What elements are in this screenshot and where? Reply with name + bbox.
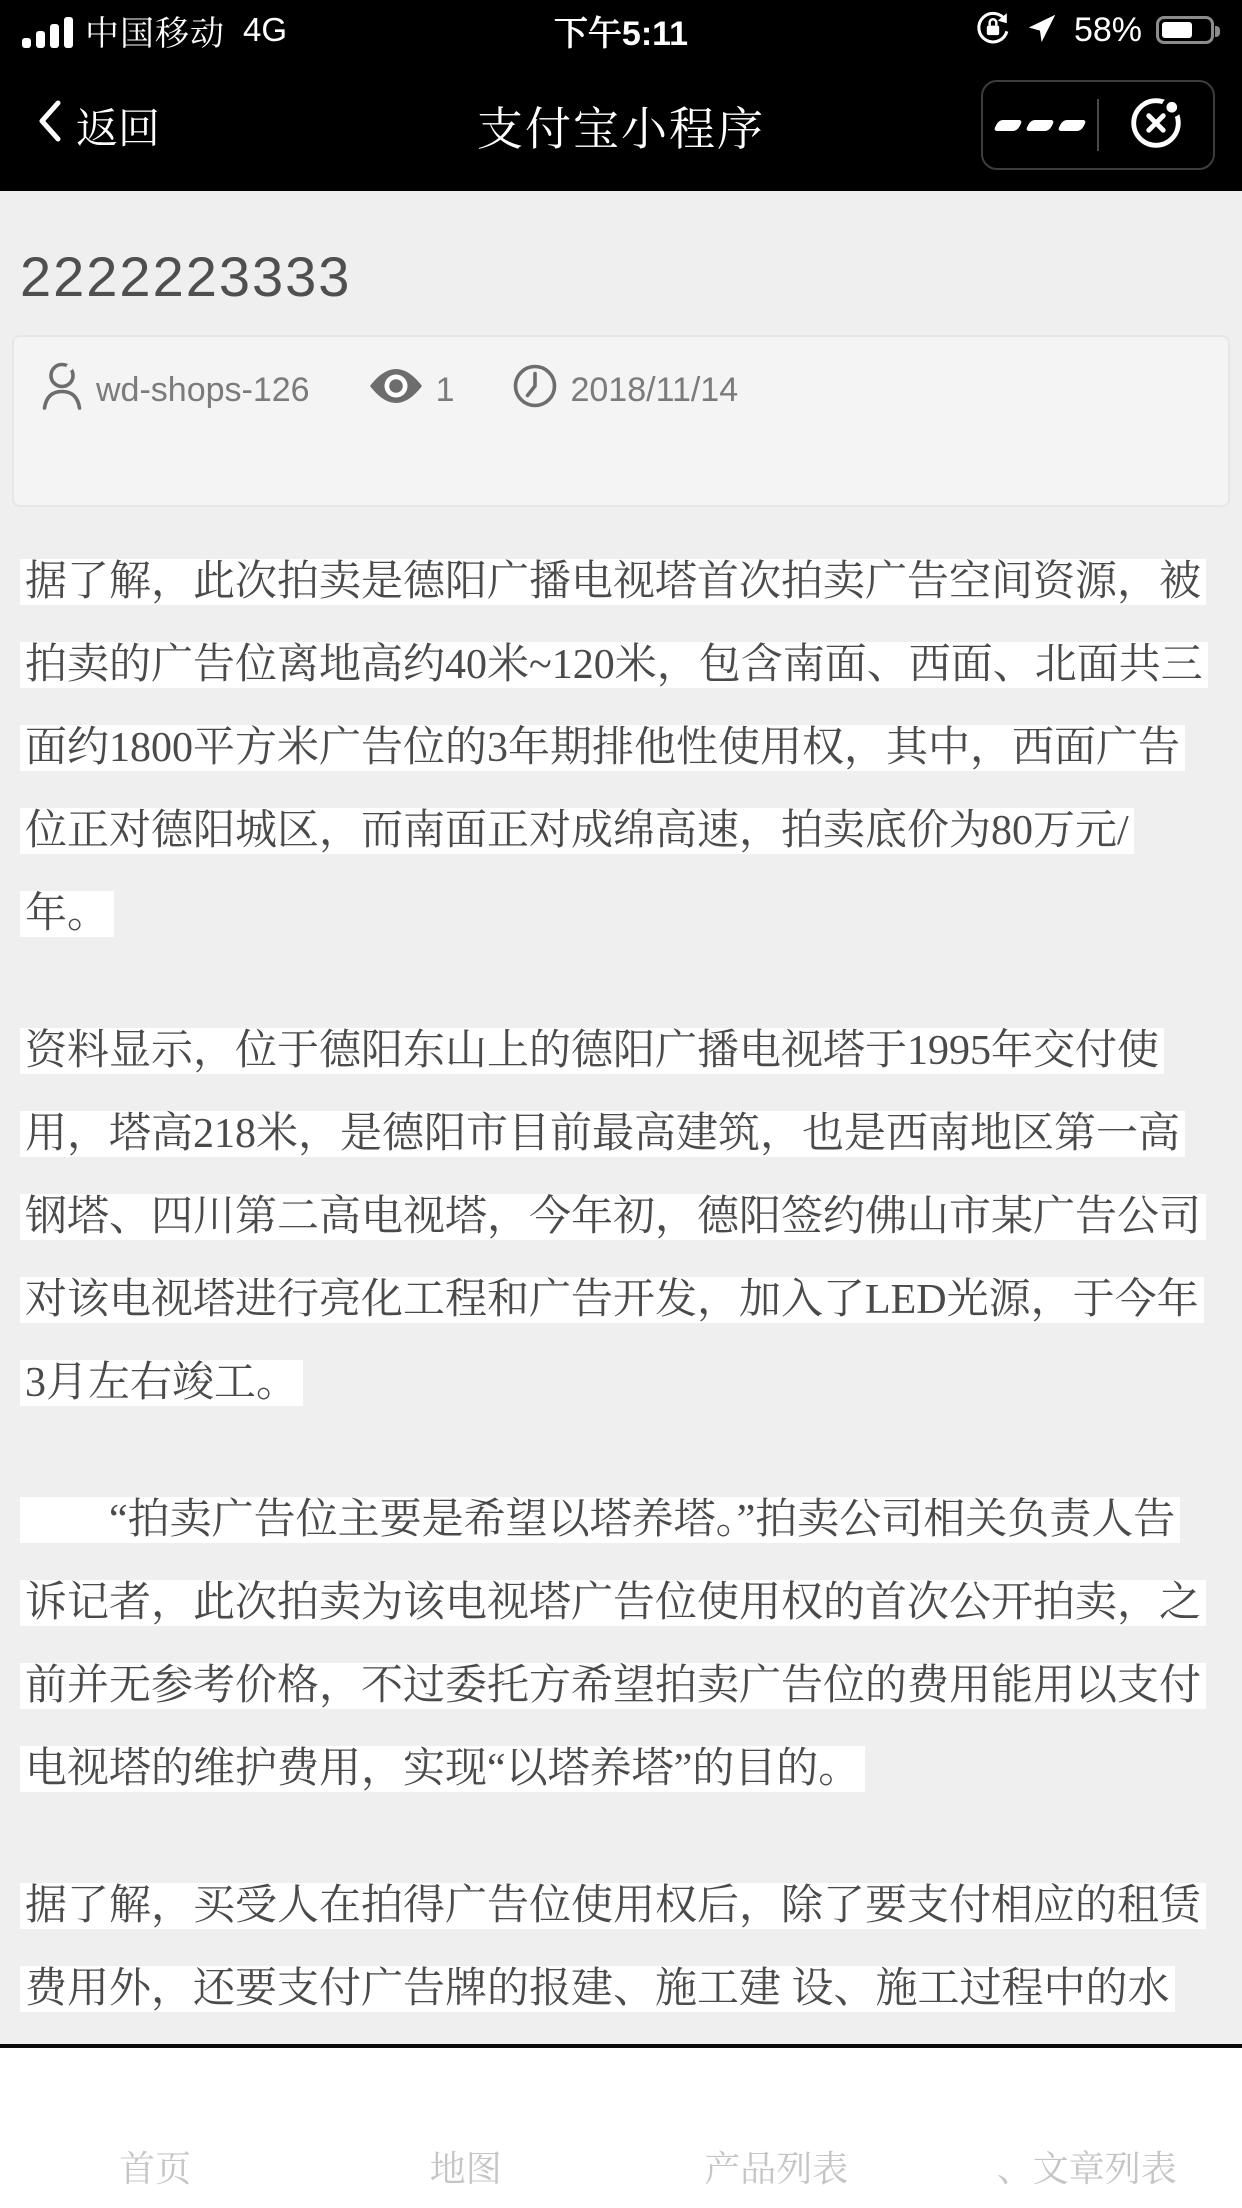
author-item [40, 361, 310, 420]
paragraph [20, 1869, 1222, 2044]
text-line: 费用外，还要支付广告牌的报建、施工建 设、施工过程中的水 [20, 1952, 1222, 2035]
network-type-label: 4G [243, 11, 288, 48]
tab-label: 、文章列表 [996, 2148, 1177, 2189]
back-button[interactable] [36, 60, 160, 191]
text-line: 诉记者，此次拍卖为该电视塔广告位使用权的首次公开拍卖，之 [20, 1566, 1222, 1649]
paragraph [20, 1483, 1222, 1815]
nav-bar [0, 60, 1242, 191]
author-name: wd-shops-126 [96, 371, 310, 409]
text-line: 前并无参考价格，不过委托方希望拍卖广告位的费用能用以支付 [20, 1649, 1222, 1732]
user-icon [40, 361, 84, 420]
publish-date: 2018/11/14 [570, 371, 739, 409]
chevron-left-icon [36, 98, 62, 154]
status-bar-right [974, 9, 1220, 52]
signal-strength-icon [22, 17, 73, 48]
date-item [512, 363, 738, 418]
battery-percent-label: 58% [1073, 10, 1142, 49]
text-line: 资料显示，位于德阳东山上的德阳广播电视塔于1995年交付使 [20, 1014, 1222, 1097]
close-button[interactable] [1099, 82, 1213, 168]
tab-label: 地图 [429, 2148, 502, 2189]
paragraph [20, 1014, 1222, 1429]
page-title: 支付宝小程序 [477, 102, 765, 155]
text-line: 对该电视塔进行亮化工程和广告开发，加入了LED光源，于今年 [20, 1263, 1222, 1346]
text-line: 面约1800平方米广告位的3年期排他性使用权，其中，西面广告 [20, 711, 1222, 794]
rotation-lock-icon [974, 9, 1012, 52]
paragraph [20, 545, 1222, 960]
article-view[interactable] [0, 191, 1242, 2044]
tab-bar [0, 2048, 1242, 2208]
article-meta-row [40, 361, 1202, 420]
tab-item[interactable] [311, 2048, 622, 2208]
eye-icon [368, 367, 424, 414]
location-arrow-icon [1026, 11, 1060, 50]
status-bar-left [22, 6, 287, 55]
text-line [20, 2035, 1222, 2044]
status-bar [0, 0, 1242, 60]
article-meta-card [12, 335, 1230, 507]
text-line: 年。 [20, 877, 1222, 960]
clock-time: 下午5:11 [553, 14, 689, 53]
text-line: “拍卖广告位主要是希望以塔养塔。”拍卖公司相关负责人告 [20, 1483, 1222, 1566]
battery-icon [1156, 16, 1214, 44]
miniapp-capsule [981, 80, 1215, 170]
article-body [0, 545, 1242, 2044]
text-line: 电视塔的维护费用，实现“以塔养塔”的目的。 [20, 1732, 1222, 1815]
text-line: 据了解，此次拍卖是德阳广播电视塔首次拍卖广告空间资源，被 [20, 545, 1222, 628]
clock-icon [512, 363, 558, 418]
text-line: 据了解，买受人在拍得广告位使用权后，除了要支付相应的租赁 [20, 1869, 1222, 1952]
view-count: 1 [435, 371, 455, 409]
tab-item[interactable] [0, 2048, 311, 2208]
text-line: 3月左右竣工。 [20, 1346, 1222, 1429]
text-line: 位正对德阳城区，而南面正对成绵高速，拍卖底价为80万元/ [20, 794, 1222, 877]
tab-item[interactable] [621, 2048, 932, 2208]
text-line: 用，塔高218米，是德阳市目前最高建筑，也是西南地区第一高 [20, 1097, 1222, 1180]
close-icon [1125, 92, 1187, 159]
tab-label: 产品列表 [704, 2148, 849, 2189]
views-item [368, 367, 455, 414]
article-title: 2222223333 [20, 245, 352, 308]
tab-item[interactable] [932, 2048, 1242, 2208]
tab-label: 首页 [119, 2148, 192, 2189]
more-button[interactable] [983, 82, 1097, 168]
text-line: 拍卖的广告位离地高约40米~120米，包含南面、西面、北面共三 [20, 628, 1222, 711]
carrier-label: 中国移动 [85, 14, 225, 53]
text-line: 钢塔、四川第二高电视塔，今年初，德阳签约佛山市某广告公司 [20, 1180, 1222, 1263]
back-button-label: 返回 [76, 104, 161, 152]
